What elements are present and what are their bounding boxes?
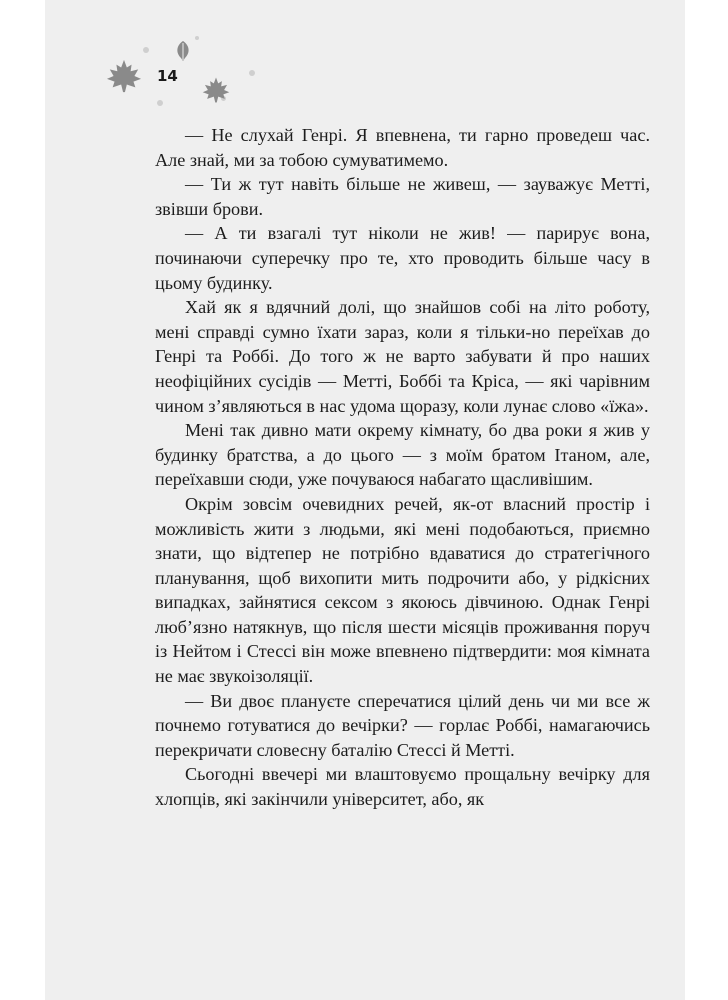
decorative-dot xyxy=(249,70,255,76)
paragraph: Мені так дивно мати окрему кімнату, бо два роки я жив у будинку братства, а до цього — з моїм братом Ітаном, але, переїхавши сюди, уже почуваюся набагато щасливішим. xyxy=(155,420,650,490)
page-header xyxy=(45,0,685,120)
paragraph: Окрім зовсім очевидних речей, як-от власний простір і можливість жити з людьми, які мені подобаються, приємно знати, що відтепер не потрібно вдаватися до стратегічного планування, щоб вихопити мить подрочити або, у рідкісних випадках, зайнятися сексом з якоюсь дівчиною. Однак Генрі люб’язно натякнув, що після шести місяців проживання поруч із Нейтом і Стессі він може впевнено підтвердити: моя кімната не має звукоізоляції. xyxy=(155,493,650,687)
paragraph: — Не слухай Генрі. Я впевнена, ти гарно проведеш час. Але знай, ми за тобою сумуватимемо. xyxy=(155,125,650,170)
paragraph: Хай як я вдячний долі, що знайшов собі на літо роботу, мені справді сумно їхати зараз, коли я тільки-но переїхав до Генрі та Роббі. До того ж не варто забувати й про наших неофіційних сусідів — Метті, Боббі та Кріса, — які чарівним чином з’являються в нас удома щоразу, коли лунає слово «їжа». xyxy=(155,297,650,416)
maple-leaf-icon xyxy=(105,58,143,94)
paragraph: — Ви двоє плануєте сперечатися цілий день чи ми все ж почнемо готуватися до вечірки? — горлає Роббі, намагаючись перекричати словесну баталію Стессі й Метті. xyxy=(155,690,650,760)
book-page xyxy=(45,0,685,1000)
page-number: 14 xyxy=(157,67,178,85)
paragraph: — Ти ж тут навіть більше не живеш, — зауважує Метті, звівши брови. xyxy=(155,174,650,219)
decorative-dot xyxy=(157,100,163,106)
decorative-dot xyxy=(143,47,149,53)
decorative-dot xyxy=(195,36,199,40)
leaf-icon xyxy=(173,40,193,62)
body-text xyxy=(155,123,650,812)
maple-leaf-icon xyxy=(201,76,231,104)
paragraph: Сьогодні ввечері ми влаштовуємо прощальну вечірку для хлопців, які закінчили університет, або, як xyxy=(155,764,650,810)
paragraph: — А ти взагалі тут ніколи не жив! — парирує вона, починаючи суперечку про те, хто проводить більше часу в цьому будинку. xyxy=(155,223,650,293)
